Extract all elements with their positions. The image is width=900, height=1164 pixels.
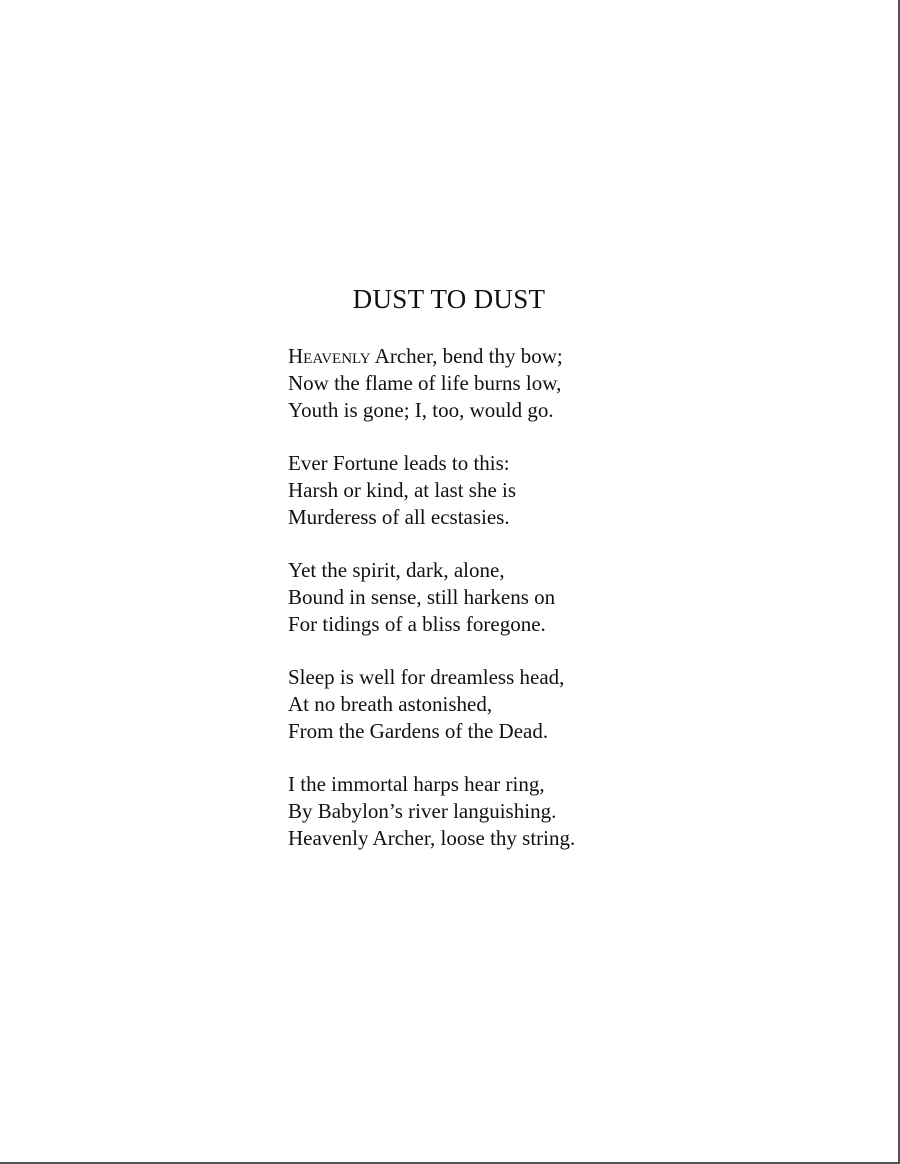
stanza-4 bbox=[288, 664, 708, 745]
stanza-2 bbox=[288, 450, 708, 531]
poem-line-rest: Archer, bend thy bow; bbox=[370, 344, 563, 368]
poem-title: DUST TO DUST bbox=[352, 284, 546, 314]
poem-line: For tidings of a bliss foregone. bbox=[288, 612, 546, 636]
stanza-5 bbox=[288, 771, 708, 852]
poem-line: Now the flame of life burns low, bbox=[288, 371, 562, 395]
poem-line: Ever Fortune leads to this: bbox=[288, 451, 510, 475]
poem-line: I the immortal harps hear ring, bbox=[288, 772, 545, 796]
poem-line: Sleep is well for dreamless head, bbox=[288, 665, 565, 689]
poem-line: Bound in sense, still harkens on bbox=[288, 585, 556, 609]
poem-body bbox=[288, 343, 708, 878]
stanza-3 bbox=[288, 557, 708, 638]
poem-line bbox=[288, 343, 708, 370]
poem-line: Heavenly Archer, loose thy string. bbox=[288, 826, 576, 850]
poem-line: From the Gardens of the Dead. bbox=[288, 719, 549, 743]
poem-line: At no breath astonished, bbox=[288, 692, 493, 716]
poem-line: By Babylon’s river languishing. bbox=[288, 799, 557, 823]
poem-line: Yet the spirit, dark, alone, bbox=[288, 558, 505, 582]
poem-line: Youth is gone; I, too, would go. bbox=[288, 398, 554, 422]
opening-word: Heavenly bbox=[288, 344, 371, 368]
stanza-1 bbox=[288, 343, 708, 424]
poem-line: Harsh or kind, at last she is bbox=[288, 478, 517, 502]
poem-line: Murderess of all ecstasies. bbox=[288, 505, 510, 529]
